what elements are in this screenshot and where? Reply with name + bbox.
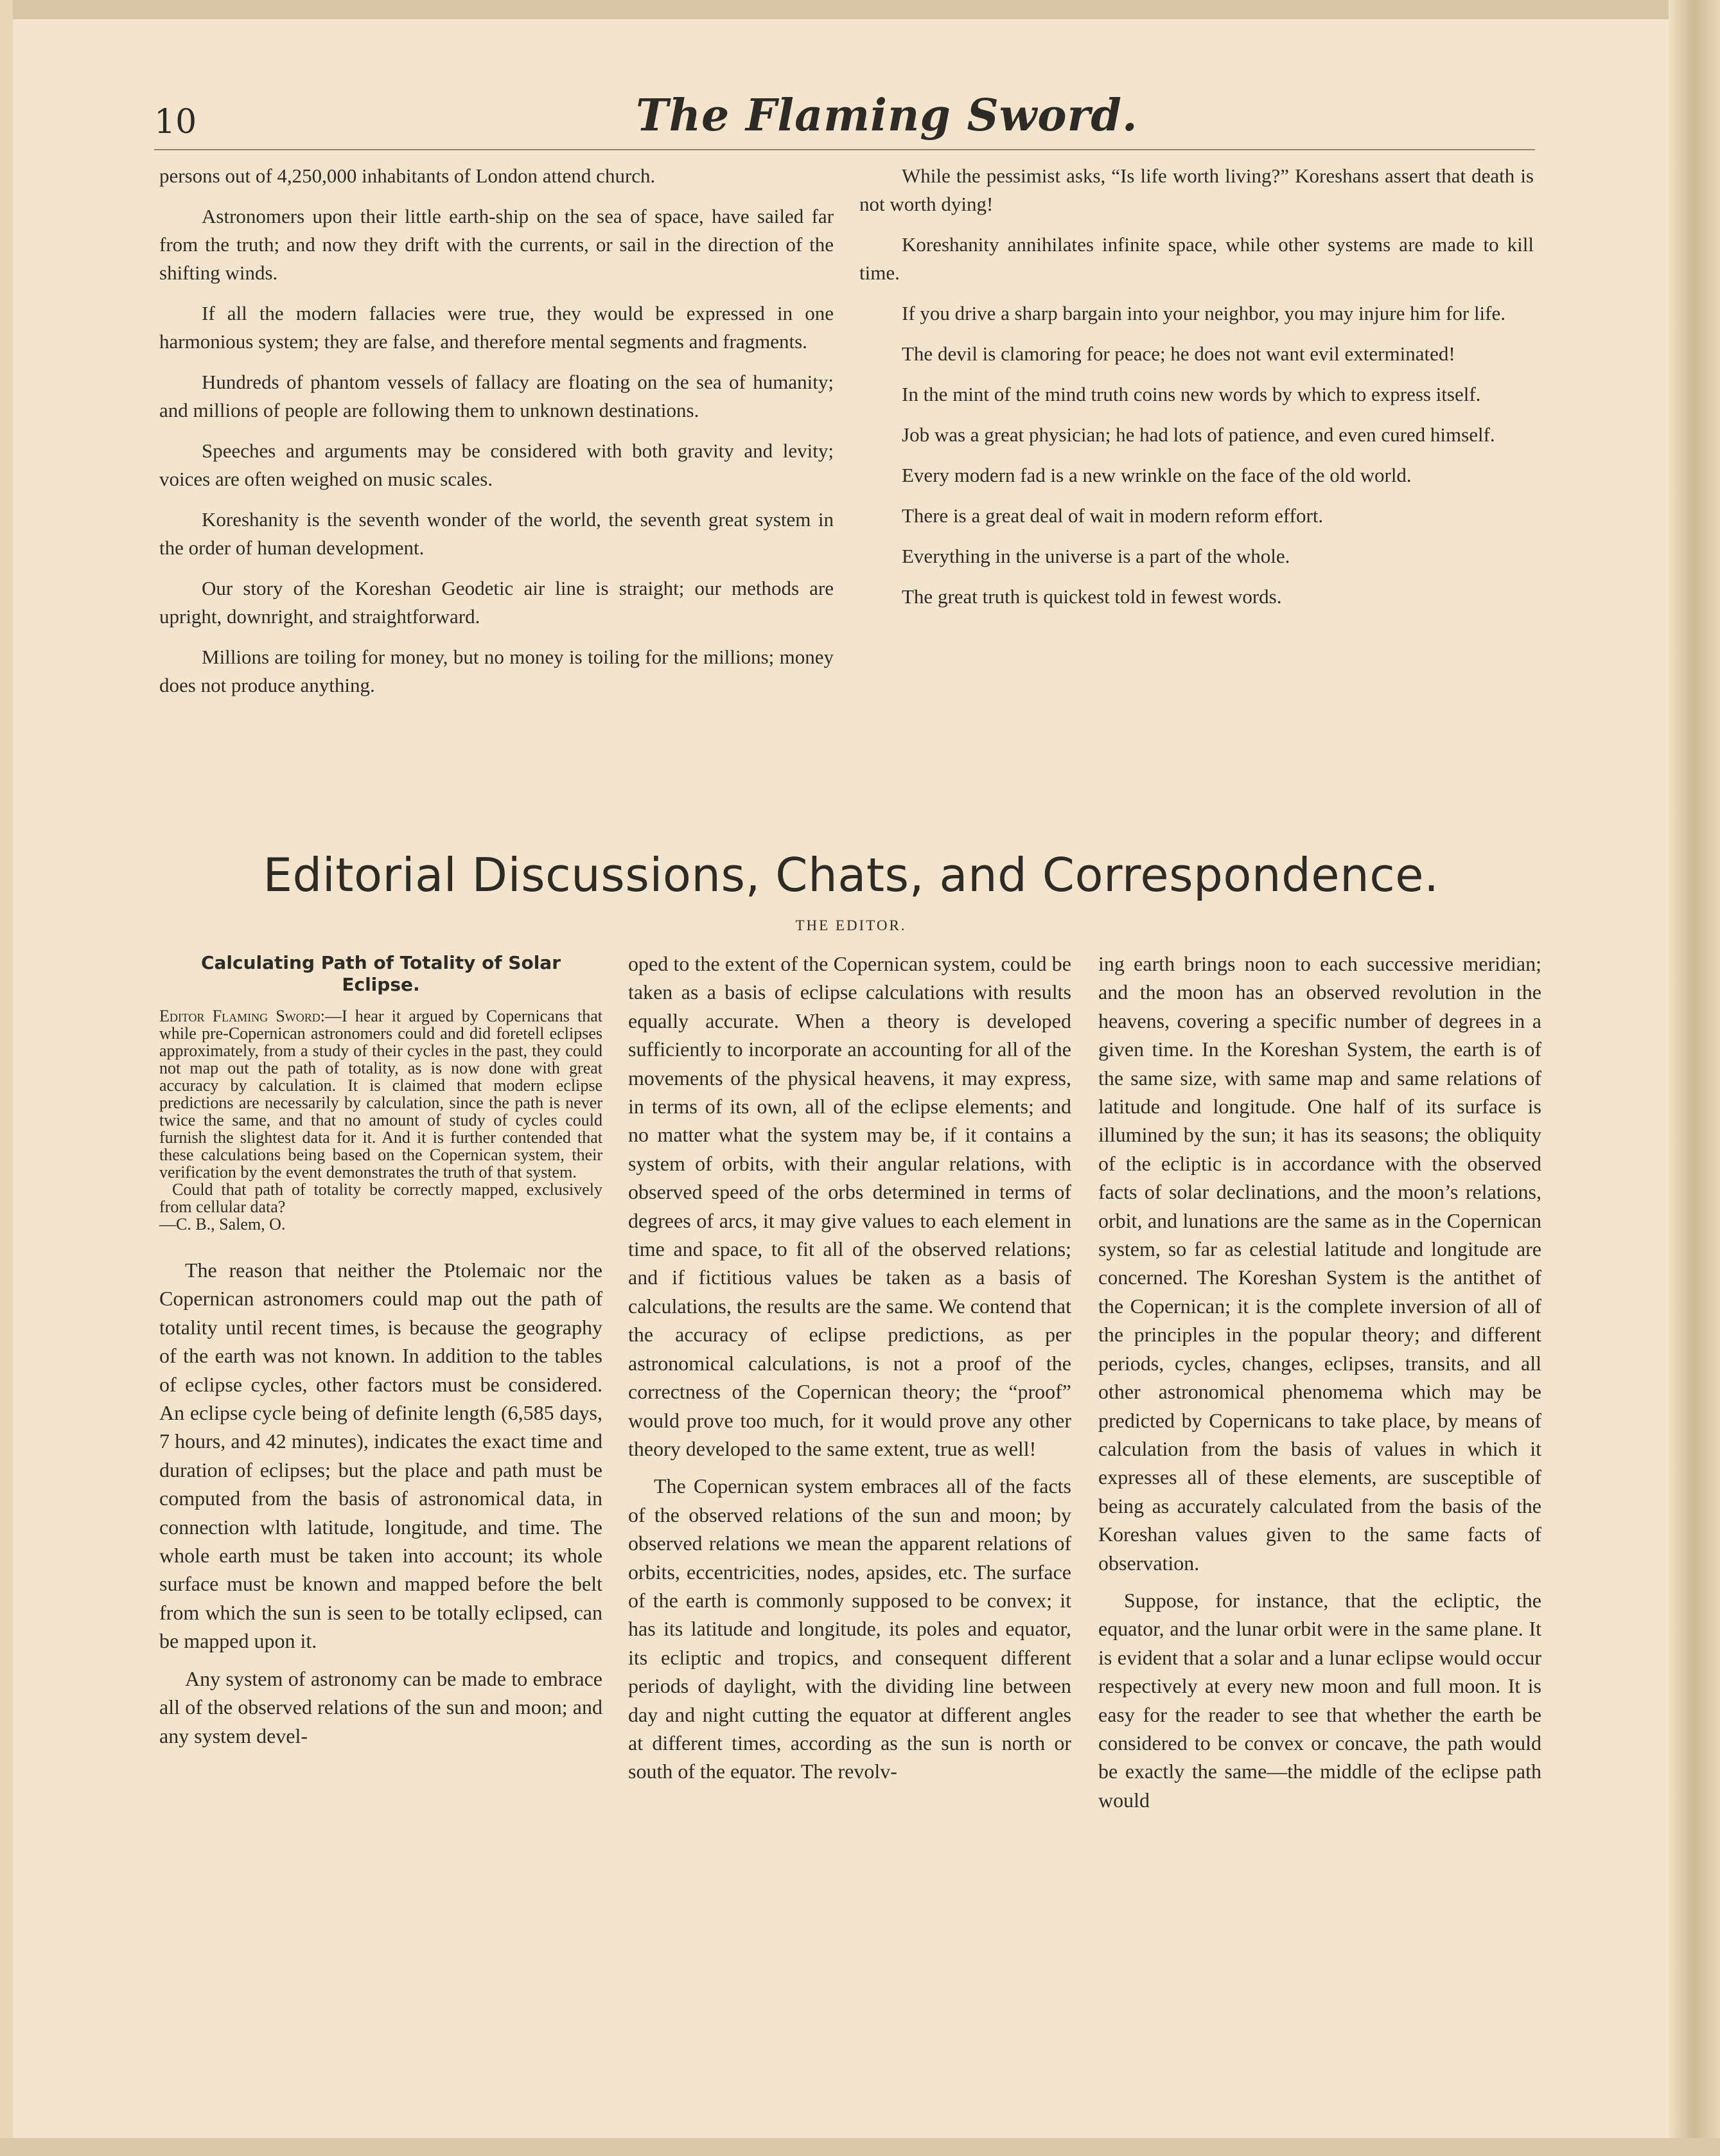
page-top-edge bbox=[0, 0, 1720, 19]
aphorism: Every modern fad is a new wrinkle on the face of the old world. bbox=[902, 464, 1412, 486]
letter-title: Calculating Path of Totality of Solar Eclipse. bbox=[200, 952, 561, 995]
section-title: Editorial Discussions, Chats, and Correspondence. bbox=[263, 848, 1439, 902]
page-number: 10 bbox=[154, 103, 197, 141]
aphorism: If all the modern fallacies were true, they would be expressed in one harmonious system; they are false, and therefore mental segments and fragments. bbox=[159, 302, 834, 353]
article-column-1 bbox=[159, 950, 602, 1759]
paragraph: oped to the extent of the Copernican system, could be taken as a basis of eclipse calculations with results equally accurate. When a theory is developed sufficiently to incorporate an accounting for all of the movements of the physical heavens, it may express, in terms of its own, all of the eclipse elements; and no matter what the system may be, if it contains a system of orbits, with their angular relations, with observed speed of the orbs determined in terms of degrees of arcs, it may give values to each element in time and space, to fit all of the observed relations; and if fictitious values be taken as a basis of calculations, the results are the same. We contend that the accuracy of eclipse predictions, as per astronomical calculations, is not a proof of the correctness of the Copernican theory; the “proof” would prove too much, for it would prove any other theory developed to the same extent, true as well! bbox=[628, 952, 1071, 1460]
running-title: The Flaming Sword. bbox=[636, 90, 1138, 141]
section-byline: THE EDITOR. bbox=[795, 917, 907, 933]
aphorism: Hundreds of phantom vessels of fallacy are floating on the sea of humanity; and millions of people are following them to unknown destinations. bbox=[159, 371, 834, 421]
paragraph: The reason that neither the Ptolemaic nor the Copernican astronomers could map out the path of totality until recent times, is because the geography of the earth was not known. In addition to the tables of eclipse cycles, other factors must be considered. An eclipse cycle being of definite length (6,585 days, 7 hours, and 42 minutes), indicates the exact time and duration of eclipses; but the place and path must be computed from the basis of astronomical data, in connection wlth latitude, longitude, and time. The whole earth must be taken into account; its whole surface must be known and mapped before the belt from which the sun is seen to be totally eclipsed, can be mapped upon it. bbox=[159, 1259, 602, 1653]
aphorism: Job was a great physician; he had lots of patience, and even cured himself. bbox=[902, 423, 1495, 446]
paragraph: Any system of astronomy can be made to embrace all of the observed relations of the sun and moon; and any system devel- bbox=[159, 1666, 602, 1747]
article-column-2 bbox=[628, 950, 1071, 1795]
page-bottom-edge bbox=[0, 2138, 1720, 2156]
top-right-column bbox=[859, 162, 1534, 623]
aphorism: Everything in the universe is a part of the whole. bbox=[902, 545, 1290, 567]
letter-body: —I hear it argued by Copernicans that while pre-Copernican astronomers could and did foretell eclipses approximately, from a study of their cycles in the past, they could not map out the path of totality, as is now done with great accuracy by calculation. It is claimed that modern eclipse predictions are necessarily by calculation, since the path is never twice the same, and that no amount of study of cycles could furnish the slightest data for it. And it is further contended that these calculations being based on the Copernican system, their verification by the event demonstrates the truth of that system. bbox=[159, 1007, 602, 1181]
aphorism: Astronomers upon their little earth-ship on the sea of space, have sailed far from the truth; and now they drift with the currents, or sail in the direction of the shifting winds. bbox=[159, 205, 834, 284]
aphorism: The devil is clamoring for peace; he does not want evil exterminated! bbox=[902, 342, 1455, 365]
aphorism: Koreshanity annihilates infinite space, while other systems are made to kill time. bbox=[859, 233, 1534, 284]
aphorism: While the pessimist asks, “Is life worth living?” Koreshans assert that death is not worth dying! bbox=[859, 164, 1534, 215]
aphorism: persons out of 4,250,000 inhabitants of London attend church. bbox=[159, 164, 656, 187]
aphorism: There is a great deal of wait in modern reform effort. bbox=[902, 504, 1324, 527]
page-left-edge bbox=[0, 0, 13, 2156]
aphorism: The great truth is quickest told in fewest words. bbox=[902, 585, 1282, 608]
page-binding-edge bbox=[1669, 0, 1720, 2156]
letter-question: Could that path of totality be correctly mapped, exclusively from cellular data? bbox=[159, 1180, 602, 1216]
letter-salutation: Editor Flaming Sword: bbox=[159, 1007, 325, 1025]
paragraph: Suppose, for instance, that the ecliptic, the equator, and the lunar orbit were in the same plane. It is evident that a solar and a lunar eclipse would occur respectively at every new moon and full moon. It is easy for the reader to see that whether the earth be considered to be convex or concave, the path would be exactly the same—the middle of the eclipse path would bbox=[1098, 1588, 1541, 1812]
header-rule bbox=[154, 149, 1535, 150]
aphorism: In the mint of the mind truth coins new words by which to express itself. bbox=[902, 383, 1481, 405]
aphorism: Speeches and arguments may be considered with both gravity and levity; voices are often weighed on music scales. bbox=[159, 439, 834, 490]
top-left-column bbox=[159, 162, 834, 712]
paragraph: The Copernican system embraces all of the facts of the observed relations of the sun and moon; by observed relations we mean the apparent relations of orbits, eccentricities, nodes, apsides, etc. The surface of the earth is commonly supposed to be convex; it has its latitude and longitude, its poles and equator, its ecliptic and tropics, and consequent different periods of daylight, with the dividing line between day and night cutting the equator at different angles at different times, according as the sun is north or south of the equator. The revolv- bbox=[628, 1474, 1071, 1783]
article-column-3 bbox=[1098, 950, 1541, 1823]
aphorism: Our story of the Koreshan Geodetic air line is straight; our methods are upright, downright, and straightforward. bbox=[159, 577, 834, 628]
paragraph: ing earth brings noon to each successive meridian; and the moon has an observed revolution in the heavens, covering a specific number of degrees in a given time. In the Koreshan System, the earth is of the same size, with same map and same relations of latitude and longitude. One half of its surface is illumined by the sun; it has its seasons; the obliquity of the ecliptic is in accordance with the observed facts of solar declinations, and the moon’s relations, orbit, and lunations are the same as in the Copernican system, so far as celestial latitude and longitude are concerned. The Koreshan System is the antithet of the Copernican; it is the complete inversion of all of the principles in the popular theory; and different periods, cycles, changes, eclipses, transits, and all other astronomical phenomema which may be predicted by Copernicans to take place, by means of calculation from the basis of values in which it expresses all of these elements, are susceptible of being as accurately calculated from the basis of the Koreshan values given to the same facts of observation. bbox=[1098, 952, 1541, 1575]
reader-letter bbox=[159, 1007, 602, 1233]
aphorism: Millions are toiling for money, but no money is toiling for the millions; money does not produce anything. bbox=[159, 646, 834, 696]
aphorism: If you drive a sharp bargain into your neighbor, you may injure him for life. bbox=[902, 302, 1506, 324]
letter-signature: —C. B., Salem, O. bbox=[159, 1215, 286, 1233]
aphorism: Koreshanity is the seventh wonder of the world, the seventh great system in the order of human development. bbox=[159, 508, 834, 559]
